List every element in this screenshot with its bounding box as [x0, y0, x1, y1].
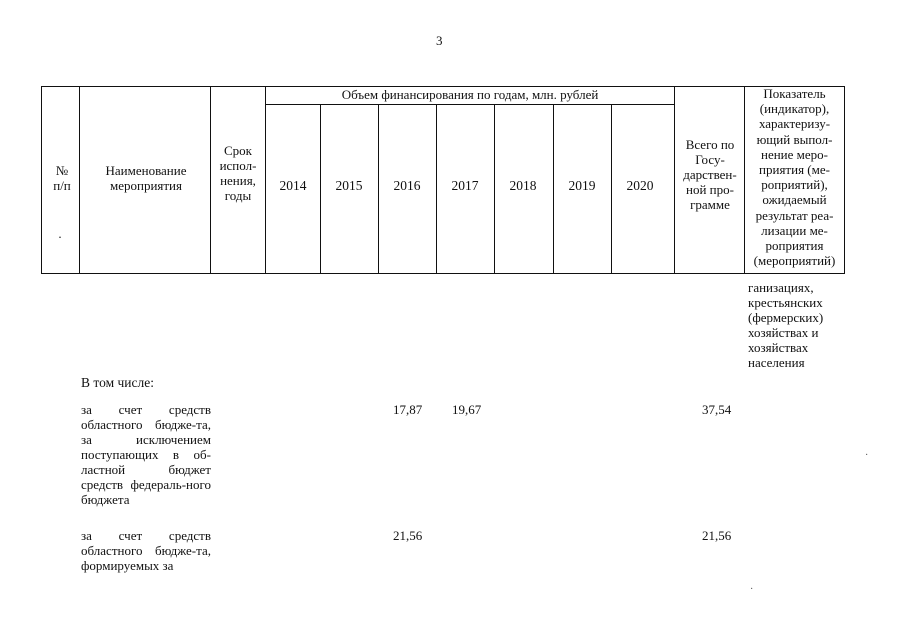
row-value-2017: 19,67 — [452, 402, 482, 417]
header-year: 2017 — [451, 178, 479, 193]
row-value-total: 37,54 — [702, 402, 732, 417]
header-col-term: Срок испол-нения, годы — [219, 143, 257, 203]
header-col-indicator: Показатель (индикатор), характеризу-ющий выпол-нение меро-приятия (ме-роприятий), ожидаемый результат реа-лизации ме-роприятия (мероприятий) — [753, 86, 836, 269]
row-name: за счет средств областного бюдже-та, за исключением поступающих в об-ластной бюджет средств федераль-ного бюджета — [81, 402, 211, 507]
page-number: 3 — [436, 33, 443, 48]
including-label: В том числе: — [81, 375, 154, 390]
header-year: 2018 — [509, 178, 537, 193]
row-name: за счет средств областного бюдже-та, формируемых за — [81, 528, 211, 573]
header-col-no-dot: . — [58, 226, 62, 241]
col-divider — [674, 86, 675, 273]
scan-speck: · — [865, 450, 869, 461]
row-value-2016: 21,56 — [393, 528, 423, 543]
indicator-continuation: ганизациях, крестьянских (фермерских) хозяйствах и хозяйствах населения — [748, 280, 824, 370]
col-divider — [79, 86, 80, 273]
header-col-name: Наименование мероприятия — [105, 163, 187, 193]
scan-speck: · — [750, 584, 754, 595]
row-value-total: 21,56 — [702, 528, 732, 543]
header-year: 2015 — [335, 178, 363, 193]
header-group-title: Объем финансирования по годам, млн. рублей — [341, 87, 599, 102]
row-value-2016: 17,87 — [393, 402, 423, 417]
group-title-underline — [265, 104, 674, 105]
header-col-total: Всего по Госу-дарствен-ной про-грамме — [683, 137, 737, 212]
header-col-no: № п/п — [53, 163, 71, 193]
header-year: 2016 — [393, 178, 421, 193]
header-year: 2014 — [279, 178, 307, 193]
header-year: 2020 — [626, 178, 654, 193]
header-year: 2019 — [568, 178, 596, 193]
